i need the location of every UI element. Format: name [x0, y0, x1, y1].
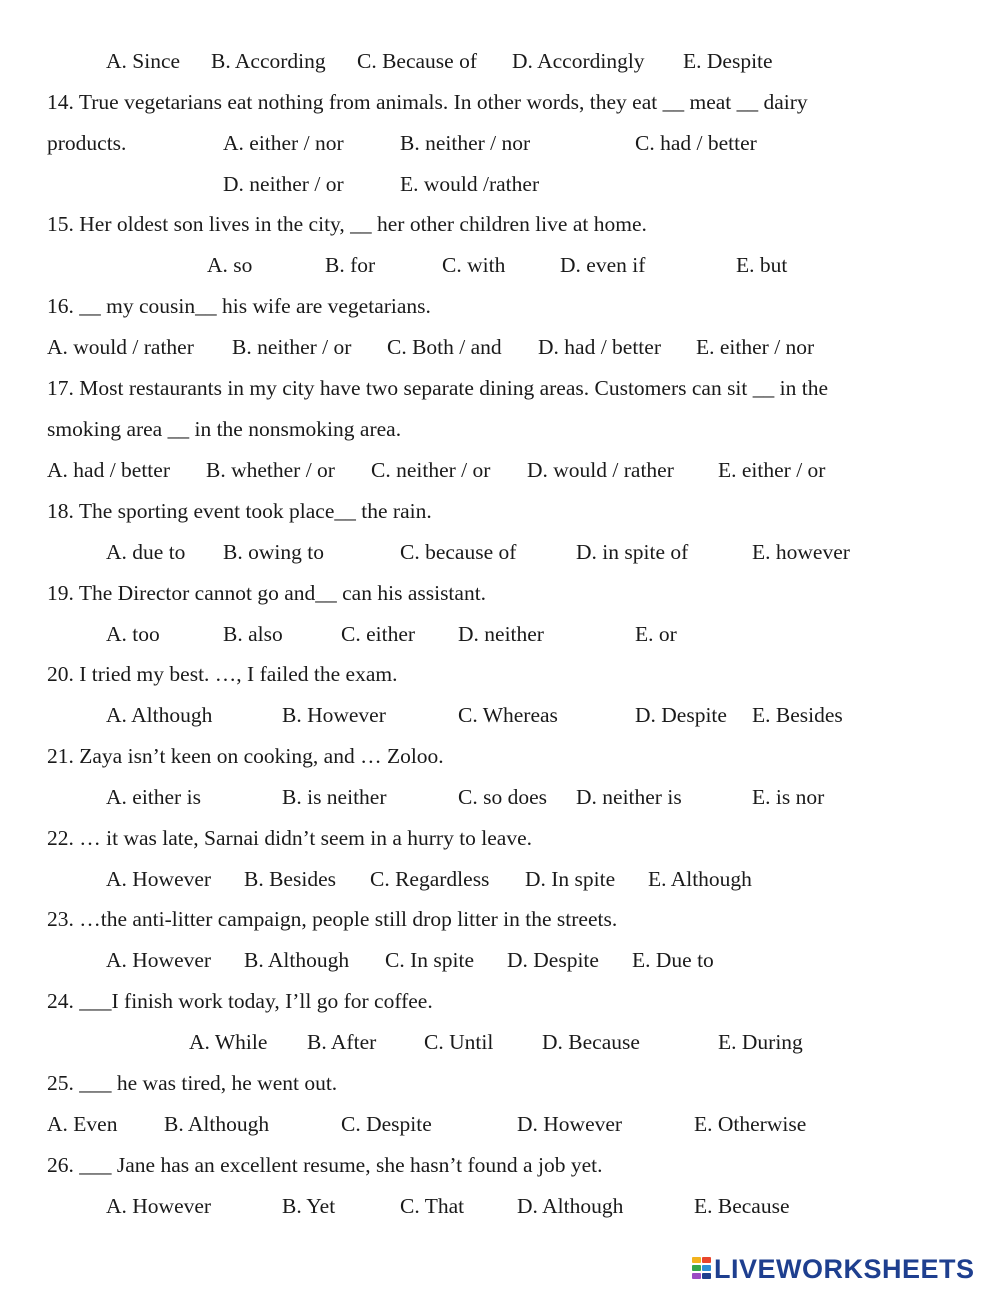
option-e[interactable]: E. would /rather [400, 172, 540, 196]
question-text: 22. … it was late, Sarnai didn’t seem in a hurry to leave. [47, 826, 533, 850]
question-text: 23. …the anti-litter campaign, people still drop litter in the streets. [47, 907, 618, 931]
option-d[interactable]: D. Accordingly [512, 49, 645, 73]
option-b[interactable]: B. also [223, 622, 283, 646]
option-e[interactable]: E. Although [648, 867, 752, 891]
option-d[interactable]: D. even if [560, 253, 646, 277]
option-c[interactable]: C. with [442, 253, 506, 277]
question-text: 15. Her oldest son lives in the city, __ her other children live at home. [47, 212, 647, 236]
option-b[interactable]: B. Besides [244, 867, 336, 891]
question-text: 24. ___I finish work today, I’ll go for coffee. [47, 989, 433, 1013]
option-a[interactable]: A. either / nor [223, 131, 344, 155]
logo-blocks-icon [692, 1255, 712, 1283]
option-d[interactable]: D. neither is [576, 785, 682, 809]
option-a[interactable]: A. either is [106, 785, 201, 809]
option-c[interactable]: C. Despite [341, 1112, 432, 1136]
option-c[interactable]: C. Both / and [387, 335, 502, 359]
question-text: 25. ___ he was tired, he went out. [47, 1071, 338, 1095]
logo-text: LIVEWORKSHEETS [714, 1253, 975, 1284]
option-c[interactable]: C. In spite [385, 948, 474, 972]
option-b[interactable]: B. Yet [282, 1194, 336, 1218]
option-e[interactable]: E. During [718, 1030, 803, 1054]
option-a[interactable]: A. While [189, 1030, 268, 1054]
option-c[interactable]: C. so does [458, 785, 547, 809]
option-d[interactable]: D. Despite [507, 948, 599, 972]
option-c[interactable]: C. because of [400, 540, 517, 564]
option-e[interactable]: E. either / or [718, 458, 826, 482]
option-a[interactable]: A. However [106, 1194, 212, 1218]
option-a[interactable]: A. had / better [47, 458, 170, 482]
option-b[interactable]: B. neither / or [232, 335, 352, 359]
option-d[interactable]: D. However [517, 1112, 623, 1136]
option-c[interactable]: C. either [341, 622, 416, 646]
option-c[interactable]: C. Until [424, 1030, 494, 1054]
question-text: 26. ___ Jane has an excellent resume, she hasn’t found a job yet. [47, 1153, 603, 1177]
question-text: 20. I tried my best. …, I failed the exam. [47, 662, 398, 686]
option-b[interactable]: B. After [307, 1030, 377, 1054]
option-e[interactable]: E. Besides [752, 703, 843, 727]
option-a[interactable]: A. due to [106, 540, 186, 564]
option-d[interactable]: D. would / rather [527, 458, 674, 482]
option-b[interactable]: B. Although [244, 948, 350, 972]
option-e[interactable]: E. Due to [632, 948, 714, 972]
option-a[interactable]: A. so [207, 253, 253, 277]
option-b[interactable]: B. However [282, 703, 386, 727]
question-text: 14. True vegetarians eat nothing from animals. In other words, they eat __ meat __ dairy [47, 90, 808, 114]
option-e[interactable]: E. however [752, 540, 850, 564]
question-text: 16. __ my cousin__ his wife are vegetarians. [47, 294, 431, 318]
option-a[interactable]: A. However [106, 867, 212, 891]
option-e[interactable]: E. either / nor [696, 335, 815, 359]
option-d[interactable]: D. in spite of [576, 540, 689, 564]
option-b[interactable]: B. is neither [282, 785, 387, 809]
option-d[interactable]: D. Despite [635, 703, 727, 727]
option-e[interactable]: E. or [635, 622, 677, 646]
option-d[interactable]: D. Although [517, 1194, 624, 1218]
option-b[interactable]: B. for [325, 253, 376, 277]
option-a[interactable]: A. Although [106, 703, 213, 727]
option-d[interactable]: D. In spite [525, 867, 616, 891]
option-b[interactable]: B. neither / nor [400, 131, 531, 155]
option-e[interactable]: E. Otherwise [694, 1112, 807, 1136]
question-text: 17. Most restaurants in my city have two separate dining areas. Customers can sit __ in the [47, 376, 828, 400]
option-e[interactable]: E. is nor [752, 785, 825, 809]
option-a[interactable]: A. Even [47, 1112, 118, 1136]
option-c[interactable]: C. Whereas [458, 703, 558, 727]
option-b[interactable]: B. Although [164, 1112, 270, 1136]
option-a[interactable]: A. However [106, 948, 212, 972]
option-a[interactable]: A. would / rather [47, 335, 194, 359]
question-text-continued: products. [47, 131, 127, 155]
option-c[interactable]: C. had / better [635, 131, 757, 155]
option-d[interactable]: D. neither / or [223, 172, 344, 196]
option-d[interactable]: D. neither [458, 622, 544, 646]
option-e[interactable]: E. Despite [683, 49, 773, 73]
option-b[interactable]: B. owing to [223, 540, 324, 564]
option-a[interactable]: A. Since [106, 49, 181, 73]
option-d[interactable]: D. Because [542, 1030, 640, 1054]
option-d[interactable]: D. had / better [538, 335, 661, 359]
question-text-continued: smoking area __ in the nonsmoking area. [47, 417, 402, 441]
option-b[interactable]: B. According [211, 49, 326, 73]
question-text: 21. Zaya isn’t keen on cooking, and … Zoloo. [47, 744, 444, 768]
option-b[interactable]: B. whether / or [206, 458, 335, 482]
question-text: 18. The sporting event took place__ the rain. [47, 499, 432, 523]
option-e[interactable]: E. Because [694, 1194, 790, 1218]
option-a[interactable]: A. too [106, 622, 160, 646]
option-c[interactable]: C. Regardless [370, 867, 490, 891]
liveworksheets-logo [692, 1254, 975, 1284]
question-text: 19. The Director cannot go and__ can his assistant. [47, 581, 487, 605]
option-c[interactable]: C. That [400, 1194, 465, 1218]
option-e[interactable]: E. but [736, 253, 788, 277]
option-c[interactable]: C. neither / or [371, 458, 491, 482]
option-c[interactable]: C. Because of [357, 49, 478, 73]
